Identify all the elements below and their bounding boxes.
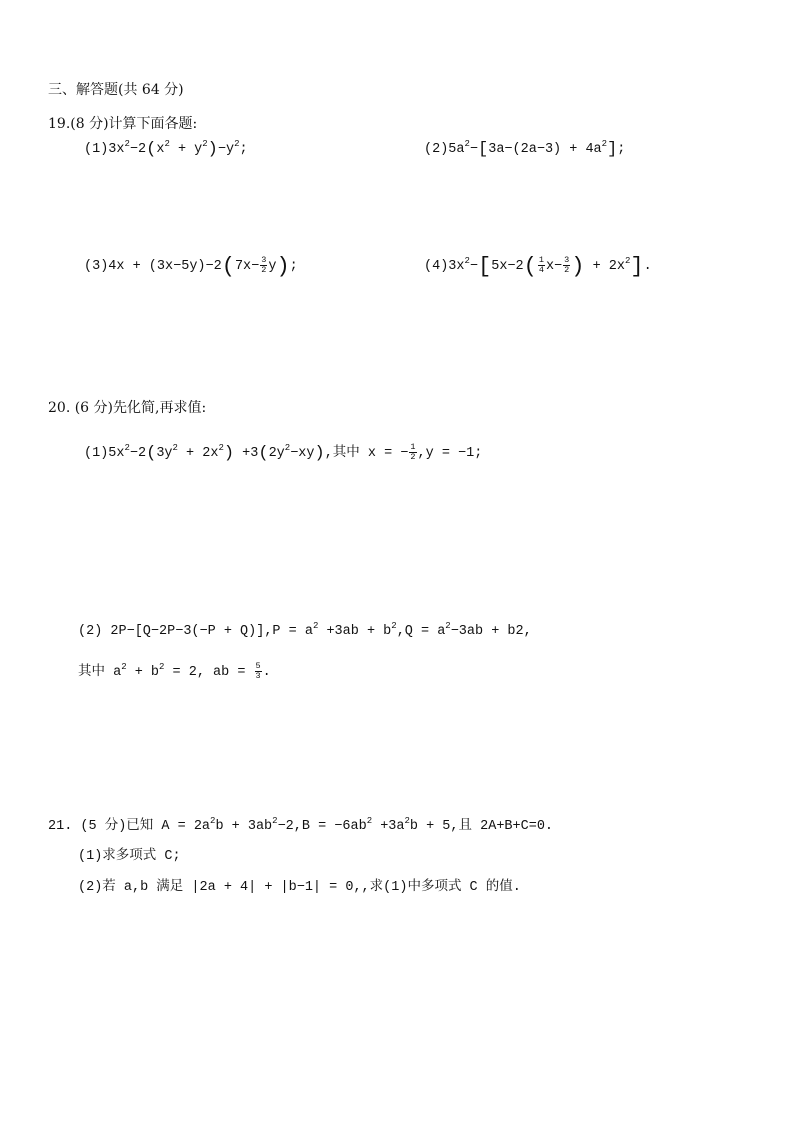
fraction-3-2: $\frac{3}{2}$ — [564, 255, 570, 275]
question-20-part-2-condition: 其中 $a^2 + b^2 = 2$, ab = $\frac{5}{3}$ . — [78, 661, 271, 681]
question-20-part-2: (2) $2P-[Q-2P-3(-P + Q)],P = a^2 +3ab + b^2,Q = a^2-3ab + b2$, — [78, 621, 532, 639]
question-20-header: 20. (6 分)先化简,再求值: — [48, 400, 207, 416]
question-19-part-4: $(4)3x^2-[5x-2$( $\frac{1}{4}$ x− $\frac{3}{2}$ ) + $2x^2$]. — [424, 254, 652, 280]
question-21-part-2: (2)若 a,b 满足 |2a + 4| + |b−1| = 0,,求(1)中多项式 C 的值. — [78, 880, 521, 895]
fraction-1-4: $\frac{1}{4}$ — [538, 255, 544, 275]
fraction-1-2: $\frac{1}{2}$ — [410, 442, 416, 462]
section-title: 三、解答题(共 64 分) — [48, 82, 184, 98]
fraction-3-2: $\frac{3}{2}$ — [261, 255, 267, 275]
question-19-part-2: $(2)5a^2-[3a-(2a-3) + 4a^2]$; — [424, 139, 626, 159]
question-20-part-1: $(1)5x^2-2(3y^2 + 2x^2) +3(2y^2-xy)$,其中 x = − $\frac{1}{2}$ ,y = −1; — [84, 442, 483, 464]
question-19-part-1: $(1)3x^2-2(x^2 + y^2)-y^2$; — [84, 139, 248, 159]
question-21-header: 21. (5 分)已知 $A = 2a^2b + 3ab^2-2,B = -6ab^2 +3a^2b + 5$,且 2A+B+C=0. — [48, 816, 554, 834]
question-19-header: 19.(8 分)计算下面各题: — [48, 116, 198, 132]
fraction-5-3: $\frac{5}{3}$ — [255, 661, 261, 681]
question-21-part-1: (1)求多项式 C; — [78, 849, 181, 864]
question-19-part-3: (3)4x + (3x−5y)−2(7x− $\frac{3}{2}$ y); — [84, 254, 298, 280]
